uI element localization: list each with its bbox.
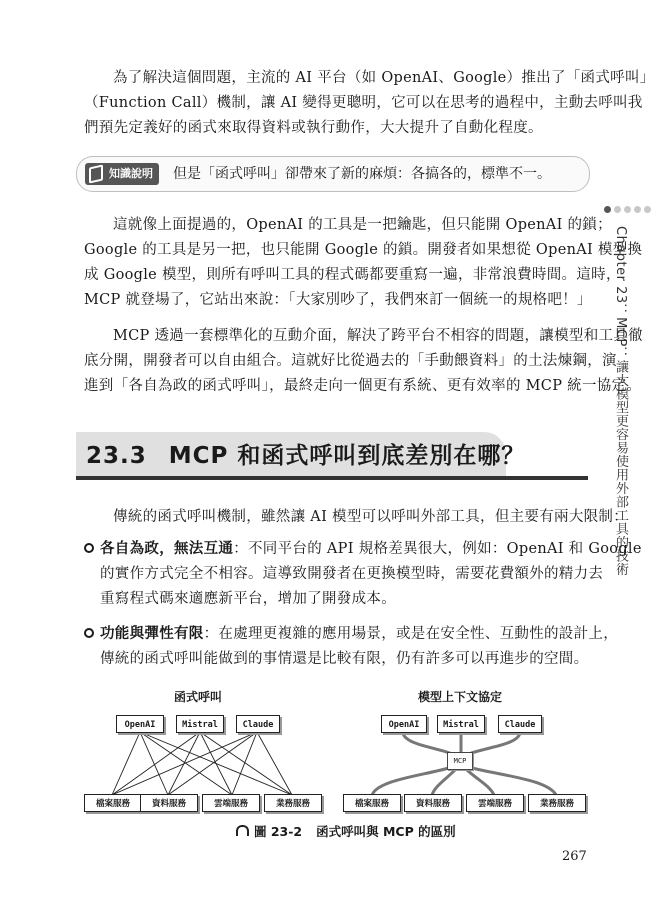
paragraph-2 <box>84 213 643 313</box>
bullet-1-bold: 各自為政，無法互通 <box>100 541 234 557</box>
caption-text: 函式呼叫與 MCP 的區別 <box>316 824 456 839</box>
bullet-1-line-2: 的實作方式完全不相容。這導致開發者在更換模型時，需要花費額外的精力去 <box>100 566 604 582</box>
right-diagram-title: 模型上下文協定 <box>418 690 503 704</box>
left-service-file: 檔案服務 <box>84 794 142 812</box>
dot-icon <box>644 206 651 213</box>
figure-caption <box>236 822 456 840</box>
circle-bullet-icon <box>84 543 94 553</box>
bullet-2-rest: ：在處理更複雜的應用場景，或是在安全性、互動性的設計上， <box>203 626 619 642</box>
bullet-2-bold: 功能與彈性有限 <box>100 626 204 642</box>
para2-line-3: 成 Google 模型，則所有呼叫工具的程式碼都要重寫一遍，非常浪費時間。這時， <box>84 267 621 283</box>
bullet-1-line-1 <box>84 537 642 562</box>
chapter-side-title: Chapter 23：MCP：讓大模型更容易使用外部工具的技術 <box>613 226 628 577</box>
para4-line: 傳統的函式呼叫機制，雖然讓 AI 模型可以呼叫外部工具，但主要有兩大限制： <box>113 509 629 525</box>
right-service-cloud: 雲端服務 <box>466 794 524 812</box>
section-title <box>86 437 525 470</box>
book-icon <box>89 165 103 184</box>
paragraph-4 <box>84 505 629 530</box>
bullet-item-1 <box>84 537 642 612</box>
bullet-1-rest: ：不同平台的 API 規格差異很大，例如：OpenAI 和 Google <box>233 541 642 557</box>
para3-line-3: 進到「各自為政的函式呼叫」，最終走向一個更有系統、更有效率的 MCP 統一協定。 <box>84 378 642 394</box>
chapter-dots <box>604 206 651 213</box>
paragraph-3 <box>84 324 643 399</box>
note-text: 但是「函式呼叫」卻帶來了新的麻煩：各搞各的，標準不一。 <box>173 166 551 182</box>
right-model-mistral: Mistral <box>437 715 485 733</box>
page-number: 267 <box>562 849 587 864</box>
note-tag-label: 知識說明 <box>109 167 153 180</box>
section-underline <box>76 476 588 480</box>
left-service-business: 業務服務 <box>264 794 322 812</box>
left-service-cloud: 雲端服務 <box>202 794 260 812</box>
right-model-claude: Claude <box>498 715 542 733</box>
left-service-data: 資料服務 <box>140 794 198 812</box>
note-tag <box>85 163 159 185</box>
dot-icon <box>614 206 621 213</box>
mcp-hub: MCP <box>447 752 473 770</box>
intro-line-2: （Function Call）機制，讓 AI 變得更聰明，它可以在思考的過程中，主動去呼叫我 <box>84 95 643 111</box>
right-service-business: 業務服務 <box>528 794 586 812</box>
circle-bullet-icon <box>84 628 94 638</box>
bullet-2-line-1 <box>84 622 619 647</box>
section-number: 23.3 <box>86 443 147 469</box>
section-title-text: MCP 和函式呼叫到底差別在哪？ <box>168 443 526 469</box>
figure-marker-icon <box>236 825 249 836</box>
right-service-data: 資料服務 <box>404 794 462 812</box>
intro-paragraph <box>84 66 655 141</box>
dot-icon <box>604 206 611 213</box>
right-model-openai: OpenAI <box>381 715 427 733</box>
dot-icon <box>634 206 641 213</box>
left-diagram-title: 函式呼叫 <box>174 690 223 704</box>
para2-line-2: Google 的工具是另一把，也只能開 Google 的鎖。開發者如果想從 OpenAI 模型換 <box>84 242 643 258</box>
right-service-file: 檔案服務 <box>343 794 401 812</box>
para3-line-1: MCP 透過一套標準化的互動介面，解決了跨平台不相容的問題，讓模型和工具徹 <box>113 328 643 344</box>
caption-label: 圖 23-2 <box>254 824 303 839</box>
para2-line-1: 這就像上面提過的，OpenAI 的工具是一把鑰匙，但只能開 OpenAI 的鎖； <box>113 217 612 233</box>
left-model-claude: Claude <box>236 715 280 733</box>
intro-line-1: 為了解決這個問題，主流的 AI 平台（如 OpenAI、Google）推出了「函式呼叫」 <box>113 70 655 86</box>
intro-line-3: 們預先定義好的函式來取得資料或執行動作，大大提升了自動化程度。 <box>84 120 543 136</box>
bullet-1-line-3: 重寫程式碼來適應新平台，增加了開發成本。 <box>100 591 396 607</box>
knowledge-note <box>76 156 590 192</box>
left-model-mistral: Mistral <box>176 715 224 733</box>
para2-line-4: MCP 就登場了，它站出來說：「大家別吵了，我們來訂一個統一的規格吧！」 <box>84 292 592 308</box>
section-heading <box>76 432 588 482</box>
left-model-openai: OpenAI <box>116 715 164 733</box>
para3-line-2: 底分開，開發者可以自由組合。這就好比從過去的「手動餵資料」的土法煉鋼，演 <box>84 353 617 369</box>
dot-icon <box>624 206 631 213</box>
bullet-2-line-2: 傳統的函式呼叫能做到的事情還是比較有限，仍有許多可以再進步的空間。 <box>100 651 589 667</box>
bullet-item-2 <box>84 622 619 672</box>
